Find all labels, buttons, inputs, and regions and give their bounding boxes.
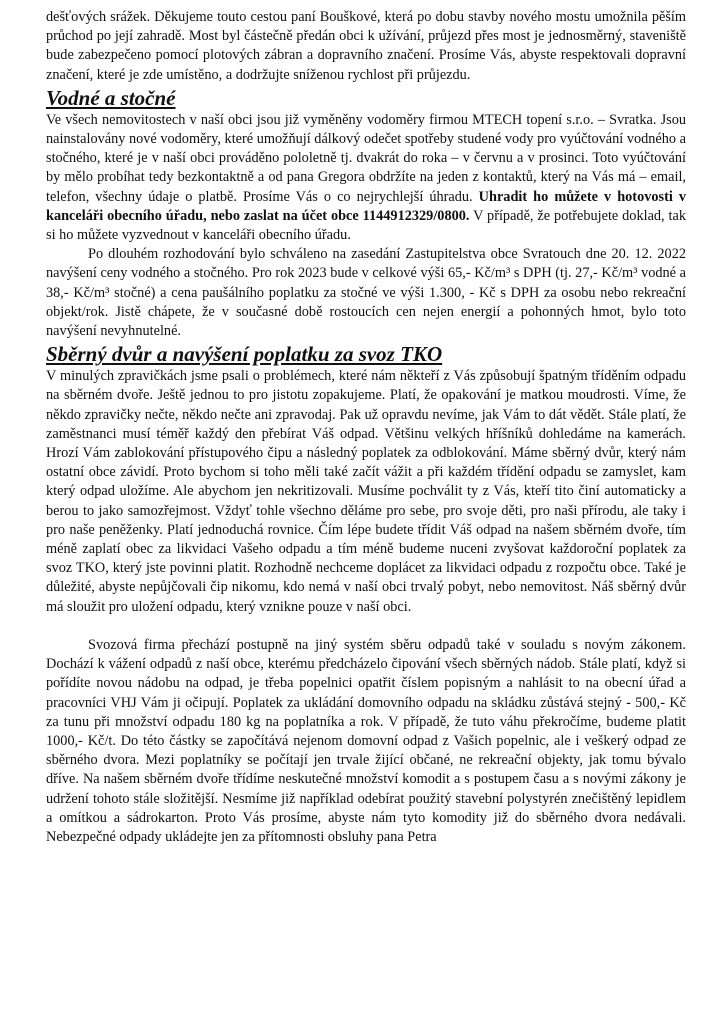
water-paragraph-2: Po dlouhém rozhodování bylo schváleno na zasedání Zastupitelstva obce Svratouch dne 20. 12. 2022 navýšení ceny vodného a stočného. Pro rok 2023 bude v celkové výši 65,- Kč/m³ s DPH (tj. 27,- Kč/m³ vodné a 38,- Kč/m³ stočné) a cena paušálního poplatku za stočné ve výši 1.300, - Kč s DPH za osobu nebo rekreační objekt/rok. Jistě chápete, že v současné době rostoucích cen nejen energií a pohonných hmot, bylo toto navýšení nevyhnutelné. [46, 246, 686, 340]
document-page [46, 8, 686, 847]
section-heading-waste: Sběrný dvůr a navýšení poplatku za svoz TKO [46, 342, 443, 367]
water-text-start: Ve všech nemovitostech v naší obci jsou již vyměněny vodoměry firmou MTECH topení s.r.o. – Svratka. Jsou nainstalovány nové vodoměry, které umožňují dálkový odečet spotřeby studené vody pro vyúčtování vodného a stočného, které je v naší obci prováděno pololetně tj. dvakrát do roka – v červnu a v prosinci. Toto vyúčtování by mělo probíhat tedy bezkontaktně a od pana Gregora obdržíte na jeden z kontaktů, který na Vás má – email, telefon, všechny údaje o platbě. Prosíme Vás o co nejrychlejší úhradu. [46, 111, 686, 205]
section-heading-water: Vodné a stočné [46, 85, 176, 110]
paragraph-spacer [46, 617, 686, 636]
waste-paragraph-1: V minulých zpravičkách jsme psali o problémech, které nám někteří z Vás způsobují špatným tříděním odpadu na sběrném dvoře. Ještě jednou to pro jistotu zopakujeme. Platí, že opakování je matkou moudrosti. Víme, že někdo zpravičky nečte, někdo nečte ani zpravodaj. Pak už opravdu nevíme, jak Vám to dát vědět. Stále platí, že zaměstnanci musí téměř každý den přebírat Váš odpad. Většinu velkých hříšníků dohledáme na kamerách. Hrozí Vám zablokování přístupového čipu a následný poplatek za odblokování. Máme sběrný dvůr, který nám ostatní obce závidí. Proto bychom si toho měli také začít vážit a při každém třídění odpadu se zamyslet, kam který odpad uložíme. Ale abychom jen nekritizovali. Musíme pochválit ty z Vás, kteří tito činí automaticky a berou to jako samozřejmost. Vždyť tohle všechno děláme pro sebe, pro svoje děti, pro naši přírodu, ale taky i pro naše peněženky. Platí jednoduchá rovnice. Čím lépe budete třídit Váš odpad na našem sběrném dvoře, tím méně zaplatí obec za likvidaci Vašeho odpadu a tím méně budeme nuceni zvyšovat každoroční poplatek za svoz TKO, který jste povinni platit. Rozhodně nechceme doplácet za likvidaci odpadu z rozpočtu obce. Také je důležité, abyste nepůjčovali čip nikomu, kdo nemá v naší obci trvalý pobyt, nebo nemovitost. Náš sběrný dvůr má sloužit pro uložení odpadu, který vznikne pouze v naší obci. [46, 368, 686, 615]
waste-paragraph-2: Svozová firma přechází postupně na jiný systém sběru odpadů také v souladu s novým zákonem. Dochází k vážení odpadů z naší obce, kterému předcházelo čipování všech sběrných nádob. Stále platí, když si pořídíte novou nádobu na odpad, je třeba popelnici opatřit číslem popisným a nahlásit to na obecní úřad a pracovníci VHJ Vám ji očipují. Poplatek za ukládání domovního odpadu na skládku zůstává stejný - 500,- Kč za tunu při množství odpadu 180 kg na poplatníka a rok. V případě, že tuto váhu překročíme, budeme platit 1000,- Kč/t. Do této částky se započítává nejenom domovní odpad z Vašich popelnic, ale i veškerý odpad ze sběrného dvora. Mezi poplatníky se počítají jen trvale žijící občané, ne rekreační objekty, jak tomu bývalo dříve. Na našem sběrném dvoře třídíme neskutečné množství komodit a s postupem času a s novými zákony je udržení tohoto stále složitější. Nesmíme již například odebírat použitý stavební polystyrén znečištěný lepidlem a omítkou a sádrokarton. Proto Vás prosíme, abyste nám tyto komodity již do sběrného dvora nedávali. Nebezpečné odpady ukládejte jen za přítomnosti obsluhy pana Petra [46, 636, 686, 845]
water-payment-info: Uhradit ho můžete v hotovosti v kanceláři obecního úřadu, nebo zaslat na účet obce 1144912329/0800. [46, 188, 687, 224]
intro-paragraph: dešťových srážek. Děkujeme touto cestou paní Bouškové, která po dobu stavby nového mostu umožnila pěším průchod po její zahradě. Most byl částečně předán obci k užívání, průjezd přes most je jednosměrný, staveniště bude zabezpečeno pomocí plotových zábran a dopravního značení. Prosíme Vás, abyste respektovali dopravní značení, které je zde umístěno, a dodržujte sníženou rychlost při průjezdu. [46, 9, 686, 83]
water-text-end: V případě, že potřebujete doklad, tak si ho můžete vyzvednout v kanceláři obecního úřadu. [46, 207, 686, 244]
water-paragraph-1 [46, 111, 686, 245]
